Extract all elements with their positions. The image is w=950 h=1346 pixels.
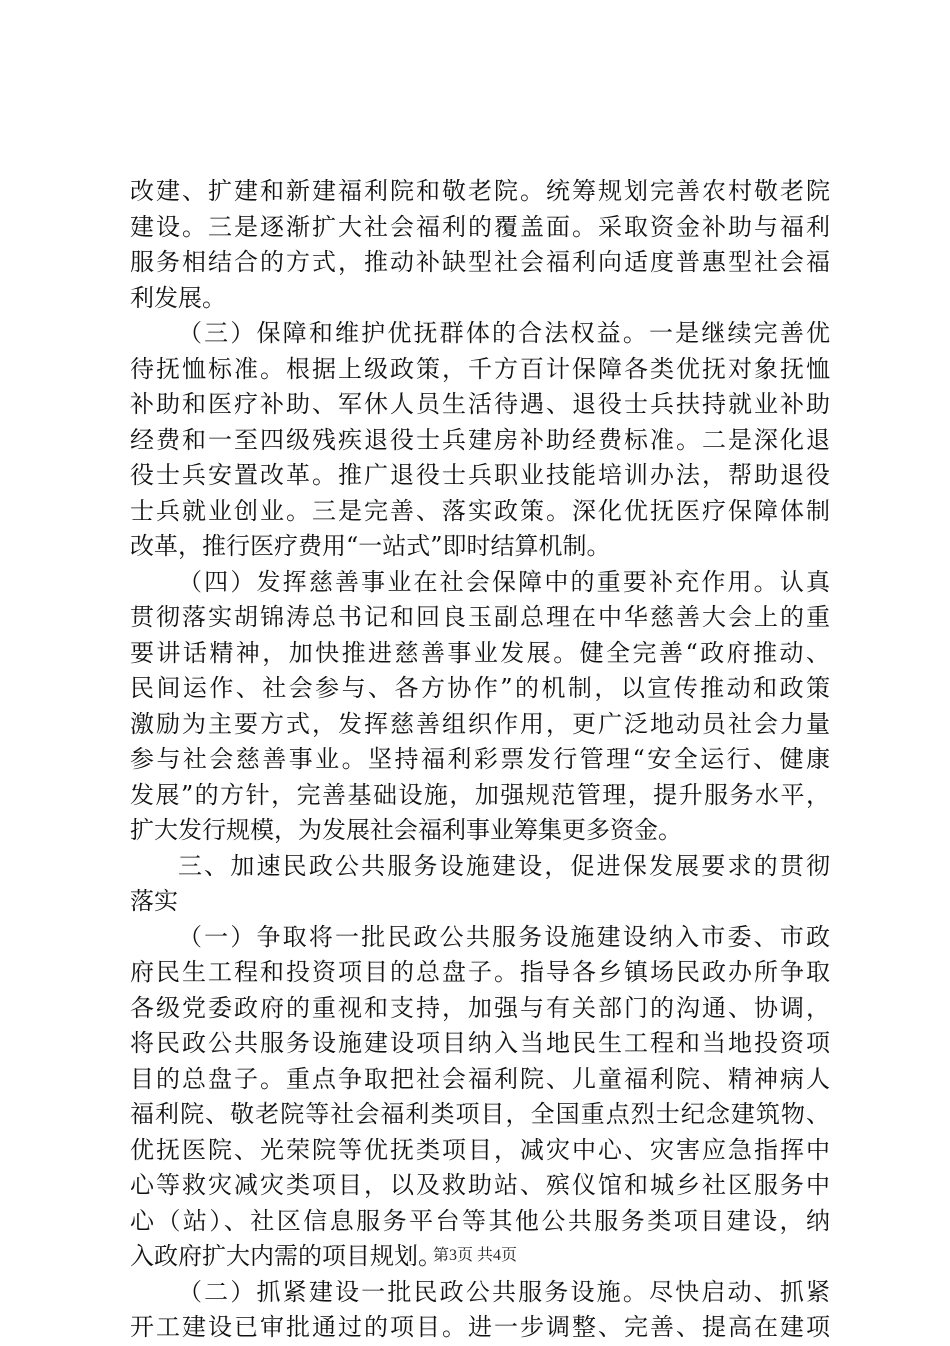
section-heading-line: 落实: [130, 887, 178, 915]
text-line: 要讲话精神，加快推进慈善事业发展。健全完善“政府推动、: [130, 638, 830, 667]
text-line: 扩大发行规模，为发展社会福利事业筹集更多资金。: [130, 816, 682, 844]
text-line: 经费和一至四级残疾退役士兵建房补助经费标准。二是深化退: [130, 425, 830, 454]
text-line: 府民生工程和投资项目的总盘子。指导各乡镇场民政办所争取: [130, 958, 830, 986]
paragraph-start-line: （四）发挥慈善事业在社会保障中的重要补充作用。认真: [178, 567, 830, 596]
text-line: 建设。三是逐渐扩大社会福利的覆盖面。采取资金补助与福利: [130, 212, 830, 241]
document-body: [130, 174, 830, 1346]
paragraph-start-line: （二）抓紧建设一批民政公共服务设施。尽快启动、抓紧: [178, 1277, 830, 1306]
text-line: 福利院、敬老院等社会福利类项目，全国重点烈士纪念建筑物、: [130, 1100, 830, 1128]
text-line: 改革，推行医疗费用“一站式”即时结算机制。: [130, 532, 611, 560]
paragraph-start-line: （三）保障和维护优抚群体的合法权益。一是继续完善优: [178, 319, 830, 347]
text-line: 利发展。: [130, 283, 226, 312]
text-line: 士兵就业创业。三是完善、落实政策。深化优抚医疗保障体制: [130, 496, 830, 525]
text-line: 将民政公共服务设施建设项目纳入当地民生工程和当地投资项: [130, 1029, 830, 1057]
text-line: 民间运作、社会参与、各方协作”的机制，以宣传推动和政策: [130, 674, 830, 702]
text-line: 补助和医疗补助、军休人员生活待遇、退役士兵扶持就业补助: [130, 390, 830, 418]
text-line: 改建、扩建和新建福利院和敬老院。统筹规划完善农村敬老院: [130, 177, 830, 205]
text-line: 各级党委政府的重视和支持，加强与有关部门的沟通、协调，: [130, 993, 830, 1022]
text-line: 心等救灾减灾类项目，以及救助站、殡仪馆和城乡社区服务中: [130, 1171, 830, 1199]
text-line: 开工建设已审批通过的项目。进一步调整、完善、提高在建项: [130, 1313, 830, 1341]
text-line: 服务相结合的方式，推动补缺型社会福利向适度普惠型社会福: [130, 248, 830, 276]
text-line: 入政府扩大内需的项目规划。: [130, 1242, 442, 1270]
text-line: 发展”的方针，完善基础设施，加强规范管理，提升服务水平，: [130, 780, 830, 809]
text-line: 目的总盘子。重点争取把社会福利院、儿童福利院、精神病人: [130, 1064, 830, 1093]
text-line: 参与社会慈善事业。坚持福利彩票发行管理“安全运行、健康: [130, 745, 830, 773]
text-line: 役士兵安置改革。推广退役士兵职业技能培训办法，帮助退役: [130, 461, 830, 489]
text-line: 贯彻落实胡锦涛总书记和回良玉副总理在中华慈善大会上的重: [130, 603, 830, 631]
text-line: 优抚医院、光荣院等优抚类项目，减灾中心、灾害应急指挥中: [130, 1135, 830, 1164]
page-number-footer: 第3页 共4页: [432, 1247, 517, 1264]
section-heading-line: 三、加速民政公共服务设施建设，促进保发展要求的贯彻: [178, 851, 830, 880]
text-line: 心（站）、社区信息服务平台等其他公共服务类项目建设，纳: [130, 1206, 830, 1235]
paragraph-start-line: （一）争取将一批民政公共服务设施建设纳入市委、市政: [178, 922, 830, 951]
text-line: 待抚恤标准。根据上级政策，千方百计保障各类优抚对象抚恤: [130, 354, 830, 383]
text-line: 激励为主要方式，发挥慈善组织作用，更广泛地动员社会力量: [130, 709, 830, 738]
